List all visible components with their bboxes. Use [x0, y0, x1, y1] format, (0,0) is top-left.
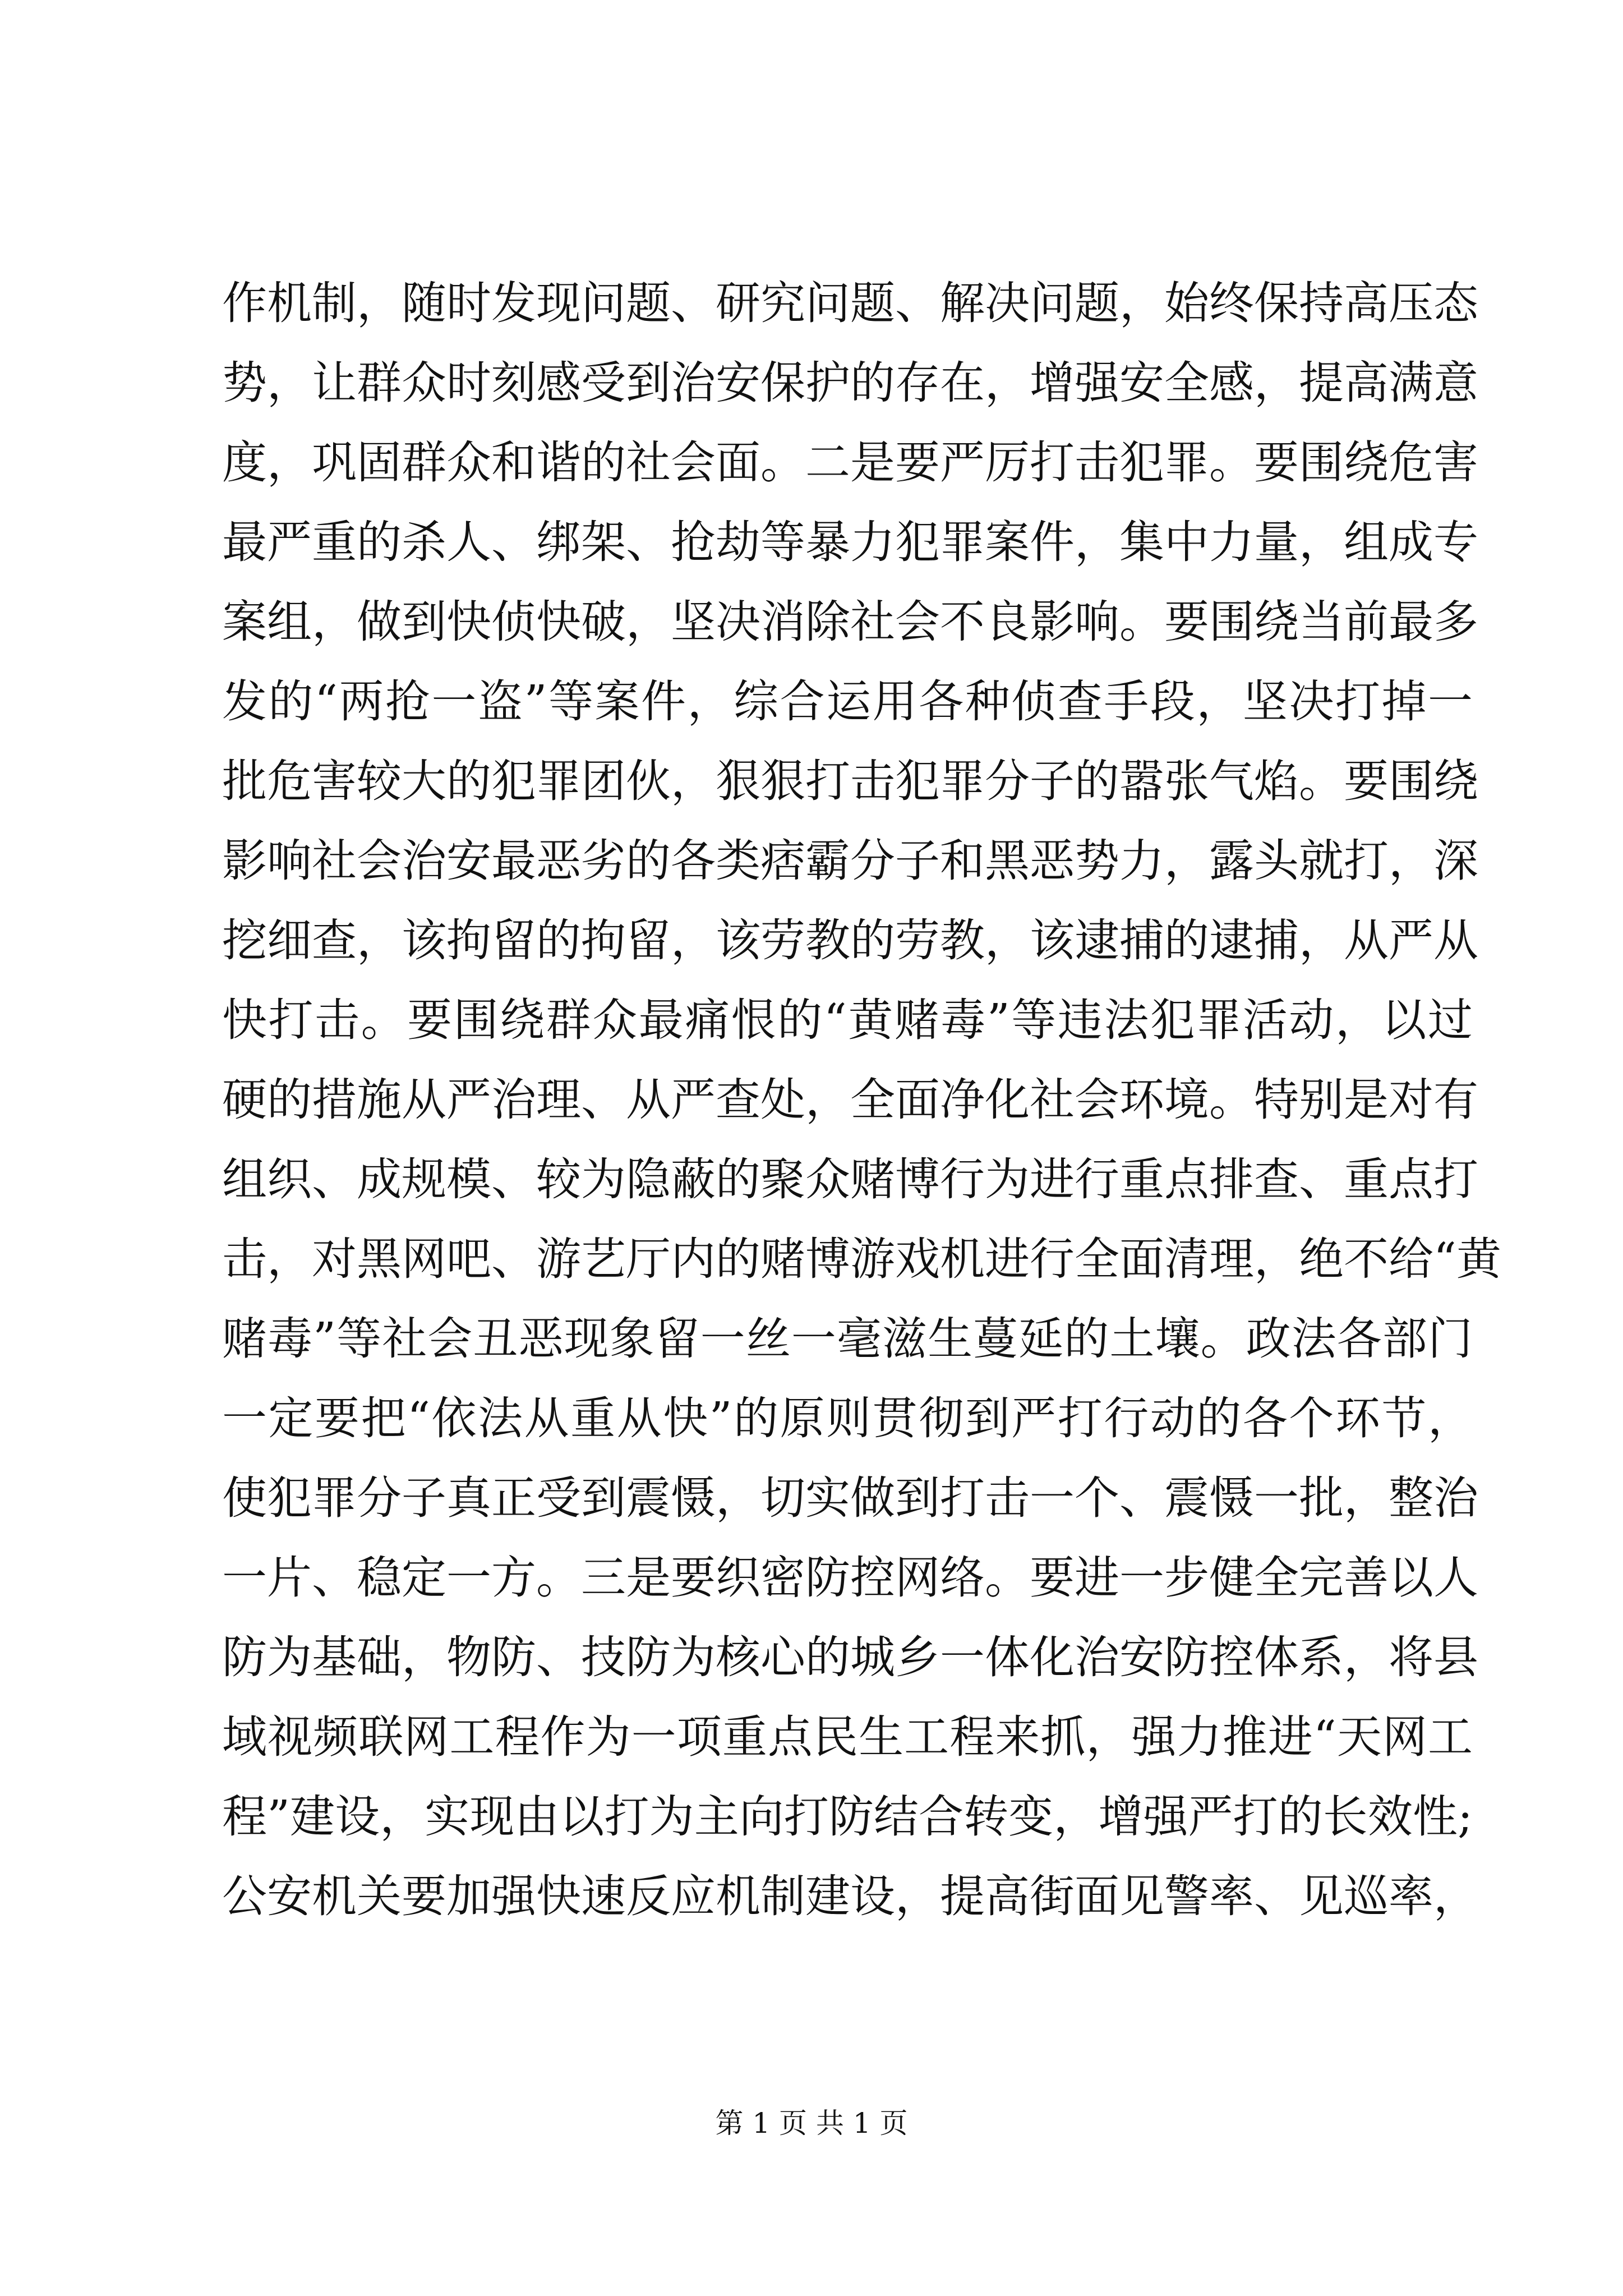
text-line: 度，巩固群众和谐的社会面。二是要严厉打击犯罪。要围绕危害: [222, 436, 1478, 489]
text-line: 硬的措施从严治理、从严查处，全面净化社会环境。特别是对有: [222, 1074, 1478, 1126]
text-line: 挖细查，该拘留的拘留，该劳教的劳教，该逮捕的逮捕，从严从: [222, 914, 1478, 967]
text-line: 一片、稳定一方。三是要织密防控网络。要进一步健全完善以人: [222, 1552, 1478, 1604]
text-line: 使犯罪分子真正受到震慑，切实做到打击一个、震慑一批，整治: [222, 1472, 1478, 1524]
text-line: 程”建设，实现由以打为主向打防结合转变，增强严打的长效性;: [222, 1791, 1473, 1843]
page-footer: [0, 2104, 1623, 2143]
body-text: [222, 264, 1501, 1936]
text-line: 组织、成规模、较为隐蔽的聚众赌博行为进行重点排查、重点打: [222, 1153, 1478, 1205]
text-line: 作机制，随时发现问题、研究问题、解决问题，始终保持高压态: [222, 277, 1478, 329]
text-line: 最严重的杀人、绑架、抢劫等暴力犯罪案件，集中力量，组成专: [222, 516, 1478, 568]
text-line: 案组，做到快侦快破，坚决消除社会不良影响。要围绕当前最多: [222, 596, 1478, 648]
text-line: 击，对黑网吧、游艺厅内的赌博游戏机进行全面清理，绝不给“黄: [222, 1233, 1501, 1285]
text-line: 发的“两抢一盗”等案件，综合运用各种侦查手段，坚决打掉一: [222, 675, 1473, 728]
text-line: 一定要把“依法从重从快”的原则贯彻到严打行动的各个环节，: [222, 1392, 1473, 1444]
text-line: 影响社会治安最恶劣的各类痞霸分子和黑恶势力，露头就打，深: [222, 835, 1478, 887]
text-line: 势，让群众时刻感受到治安保护的存在，增强安全感，提高满意: [222, 357, 1478, 409]
text-line: 快打击。要围绕群众最痛恨的“黄赌毒”等违法犯罪活动，以过: [222, 994, 1473, 1046]
text-line: 防为基础，物防、技防为核心的城乡一体化治安防控体系，将县: [222, 1631, 1478, 1683]
text-line: 公安机关要加强快速反应机制建设，提高街面见警率、见巡率，: [222, 1870, 1478, 1922]
text-line: 批危害较大的犯罪团伙，狠狠打击犯罪分子的嚣张气焰。要围绕: [222, 755, 1478, 807]
text-line: 域视频联网工程作为一项重点民生工程来抓，强力推进“天网工: [222, 1711, 1473, 1763]
page-number: 第 1 页 共 1 页: [715, 2107, 908, 2139]
text-line: 赌毒”等社会丑恶现象留一丝一毫滋生蔓延的土壤。政法各部门: [222, 1313, 1473, 1365]
